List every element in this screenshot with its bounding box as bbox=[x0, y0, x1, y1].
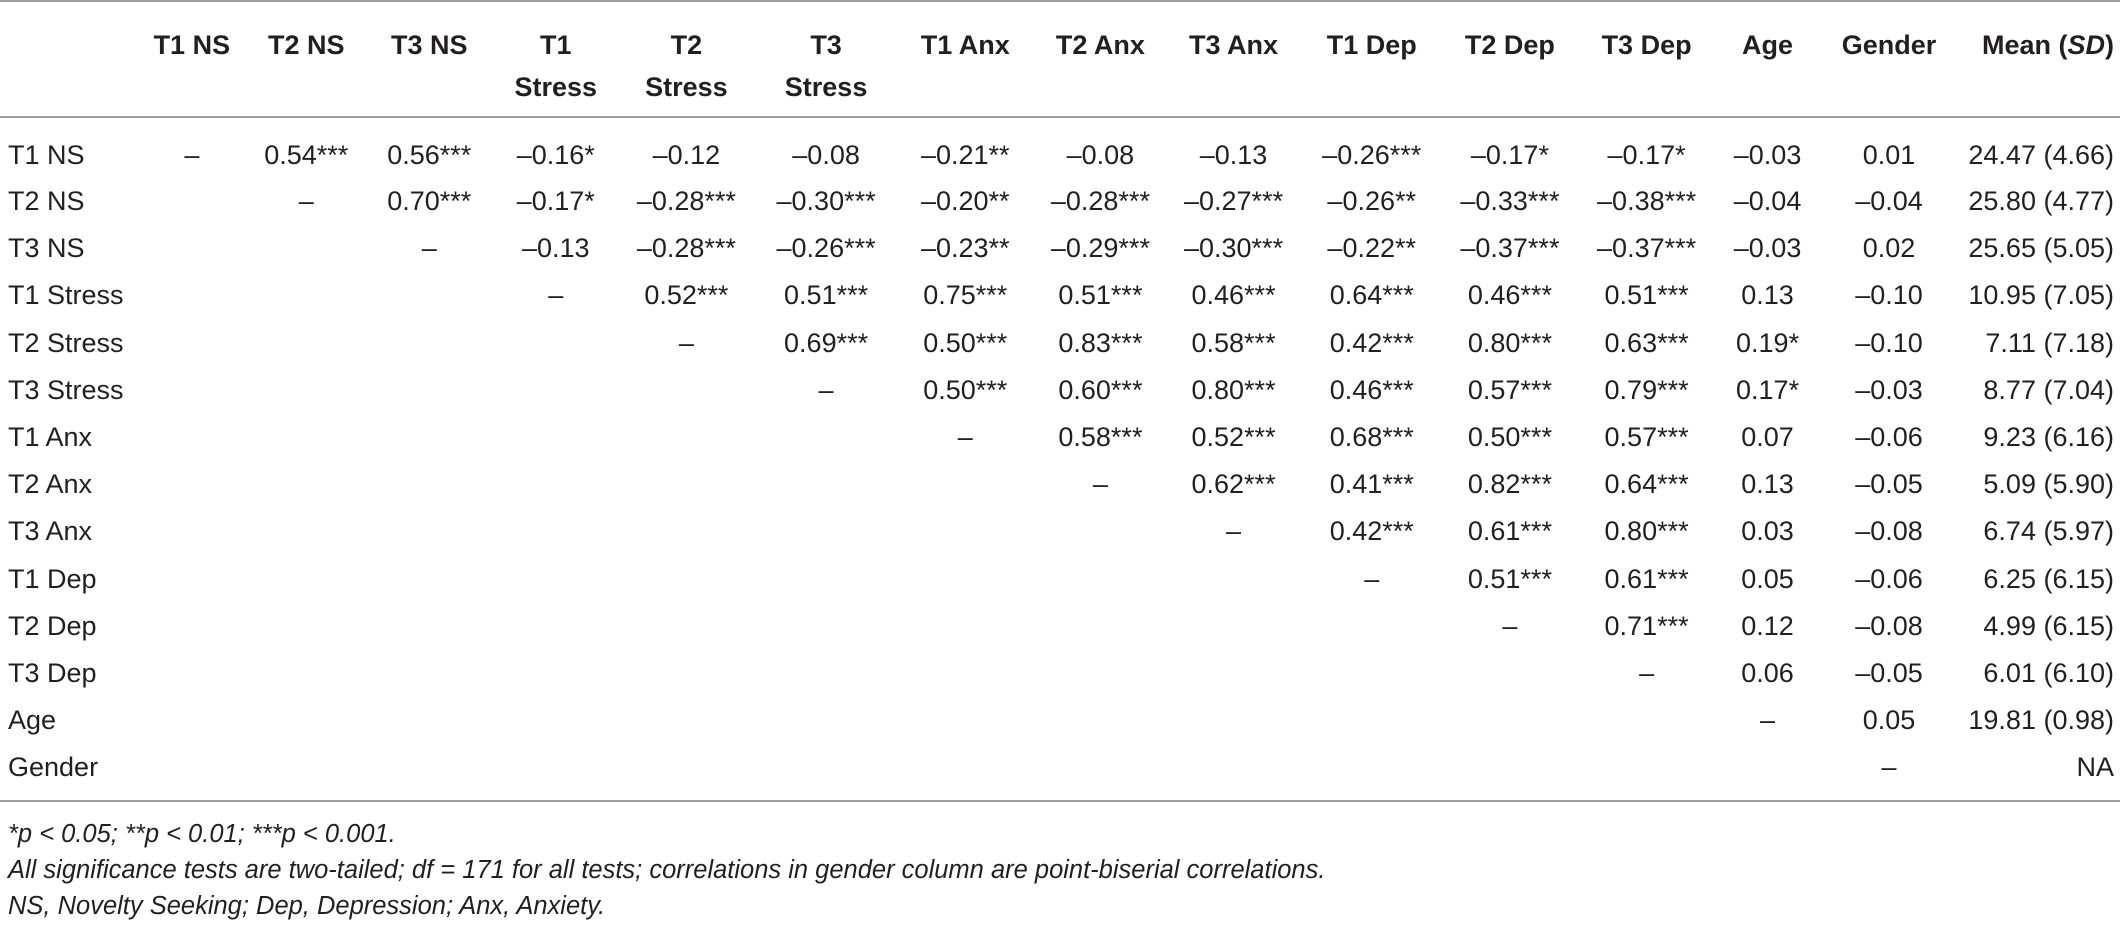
table-cell: –0.27*** bbox=[1183, 186, 1284, 217]
table-cell: 0.56*** bbox=[387, 139, 472, 170]
table-cell bbox=[1035, 650, 1167, 697]
table-cell bbox=[363, 744, 495, 801]
table-cell bbox=[495, 744, 616, 801]
table-cell: – bbox=[1502, 610, 1518, 641]
row-label: T1 Stress bbox=[8, 280, 124, 311]
table-cell bbox=[756, 508, 896, 555]
table-cell bbox=[495, 461, 616, 508]
row-label: T3 Stress bbox=[8, 374, 124, 405]
table-cell: 0.01 bbox=[1862, 139, 1916, 170]
table-row bbox=[0, 461, 2120, 508]
table-cell: 0.46*** bbox=[1467, 280, 1552, 311]
table-cell bbox=[1035, 508, 1167, 555]
table-cell: 0.03 bbox=[1741, 516, 1794, 547]
table-cell bbox=[1166, 603, 1301, 650]
table-cell: 0.75*** bbox=[923, 280, 1008, 311]
table-cell: –0.10 bbox=[1855, 327, 1923, 358]
table-cell: – bbox=[957, 422, 973, 453]
table-cell bbox=[617, 744, 757, 801]
header-mean-close: ) bbox=[2105, 30, 2114, 60]
table-cell bbox=[617, 556, 757, 603]
table-cell bbox=[1443, 650, 1578, 697]
table-cell: 0.42*** bbox=[1329, 516, 1414, 547]
table-cell bbox=[896, 508, 1035, 555]
significance-note: *p < 0.05; **p < 0.01; ***p < 0.001. bbox=[8, 820, 396, 849]
header-age: Age bbox=[1742, 30, 1794, 60]
table-cell: –0.05 bbox=[1855, 469, 1923, 500]
table-cell: 0.61*** bbox=[1604, 563, 1689, 594]
table-cell: –0.21** bbox=[920, 139, 1010, 170]
table-cell bbox=[1443, 744, 1578, 801]
table-cell bbox=[249, 697, 363, 744]
table-cell: –0.08 bbox=[792, 139, 860, 170]
table-cell bbox=[135, 414, 249, 461]
header-mean-sd bbox=[1959, 1, 2120, 117]
table-cell bbox=[363, 320, 495, 367]
table-cell: –0.17* bbox=[1470, 139, 1549, 170]
mean-sd-cell: 25.65 (5.05) bbox=[1968, 233, 2114, 264]
header-t3-stress-line2: Stress bbox=[784, 72, 868, 102]
table-cell bbox=[896, 461, 1035, 508]
table-cell: – bbox=[678, 327, 694, 358]
header-t3-dep: T3 Dep bbox=[1601, 30, 1692, 60]
table-cell bbox=[249, 508, 363, 555]
table-cell bbox=[249, 414, 363, 461]
table-cell bbox=[756, 603, 896, 650]
table-cell: –0.13 bbox=[1199, 139, 1268, 170]
table-cell: –0.38*** bbox=[1597, 186, 1697, 217]
table-cell: – bbox=[1226, 516, 1242, 547]
table-cell bbox=[135, 556, 249, 603]
header-row bbox=[0, 1, 2120, 117]
table-cell: 0.57*** bbox=[1467, 374, 1552, 405]
table-cell bbox=[617, 697, 757, 744]
table-cell bbox=[896, 650, 1035, 697]
table-cell bbox=[249, 367, 363, 414]
row-label: T2 Stress bbox=[8, 327, 124, 358]
table-cell bbox=[1301, 603, 1443, 650]
table-cell: –0.08 bbox=[1066, 139, 1135, 170]
header-gender: Gender bbox=[1841, 30, 1937, 60]
row-label: T1 Anx bbox=[8, 422, 93, 453]
table-cell: – bbox=[421, 233, 437, 264]
table-cell bbox=[135, 178, 249, 225]
mean-sd-cell: 6.25 (6.15) bbox=[1983, 563, 2114, 594]
table-cell: 0.68*** bbox=[1329, 422, 1414, 453]
table-cell: –0.26*** bbox=[1322, 139, 1422, 170]
table-cell bbox=[1035, 744, 1167, 801]
table-cell bbox=[135, 697, 249, 744]
table-cell bbox=[617, 603, 757, 650]
mean-sd-cell: NA bbox=[2076, 751, 2114, 782]
table-cell bbox=[1301, 697, 1443, 744]
mean-sd-cell: 5.09 (5.90) bbox=[1983, 469, 2114, 500]
table-cell: 0.13 bbox=[1741, 469, 1794, 500]
table-cell bbox=[135, 225, 249, 272]
table-cell: 0.80*** bbox=[1604, 516, 1689, 547]
table-cell bbox=[1035, 556, 1167, 603]
table-cell bbox=[756, 461, 896, 508]
mean-sd-cell: 10.95 (7.05) bbox=[1968, 280, 2114, 311]
table-cell: –0.22** bbox=[1327, 233, 1417, 264]
row-label: T3 NS bbox=[8, 233, 85, 264]
table-cell: 0.54*** bbox=[264, 139, 349, 170]
table-cell: – bbox=[1364, 563, 1380, 594]
table-cell: –0.06 bbox=[1855, 563, 1923, 594]
table-cell: 0.62*** bbox=[1191, 469, 1276, 500]
table-cell: 0.13 bbox=[1741, 280, 1794, 311]
header-t2-anx: T2 Anx bbox=[1055, 30, 1145, 60]
header-t3-ns: T3 NS bbox=[390, 30, 468, 60]
table-cell bbox=[363, 697, 495, 744]
row-label: Age bbox=[8, 705, 57, 736]
table-cell: 0.41*** bbox=[1329, 469, 1414, 500]
table-cell bbox=[249, 272, 363, 319]
table-cell: –0.08 bbox=[1855, 516, 1923, 547]
table-cell bbox=[249, 461, 363, 508]
table-cell: 0.02 bbox=[1862, 233, 1916, 264]
table-header bbox=[0, 1, 2120, 117]
table-cell bbox=[495, 556, 616, 603]
mean-sd-cell: 19.81 (0.98) bbox=[1968, 705, 2114, 736]
table-cell bbox=[756, 556, 896, 603]
abbreviations-note: NS, Novelty Seeking; Dep, Depression; Anx, Anxiety. bbox=[8, 892, 606, 921]
table-row bbox=[0, 178, 2120, 225]
table-cell bbox=[617, 367, 757, 414]
header-t3-stress bbox=[756, 1, 896, 117]
header-t1-stress bbox=[495, 1, 616, 117]
table-cell bbox=[249, 650, 363, 697]
table-cell: –0.26** bbox=[1327, 186, 1417, 217]
table-cell: 0.46*** bbox=[1329, 374, 1414, 405]
table-cell: 0.82*** bbox=[1467, 469, 1552, 500]
table-cell: –0.10 bbox=[1855, 280, 1923, 311]
table-cell: – bbox=[548, 280, 564, 311]
row-label: T1 Dep bbox=[8, 563, 97, 594]
mean-sd-cell: 25.80 (4.77) bbox=[1968, 186, 2114, 217]
mean-sd-cell: 4.99 (6.15) bbox=[1983, 610, 2114, 641]
header-t1-anx: T1 Anx bbox=[920, 30, 1010, 60]
table-cell bbox=[495, 320, 616, 367]
table-cell: –0.23** bbox=[920, 233, 1010, 264]
table-cell: 0.69*** bbox=[784, 327, 869, 358]
table-cell: 0.64*** bbox=[1329, 280, 1414, 311]
table-cell: – bbox=[1760, 705, 1776, 736]
table-cell: –0.37*** bbox=[1597, 233, 1697, 264]
mean-sd-cell: 6.74 (5.97) bbox=[1983, 516, 2114, 547]
table-cell bbox=[896, 556, 1035, 603]
table-cell bbox=[363, 272, 495, 319]
table-cell: –0.04 bbox=[1855, 186, 1923, 217]
table-cell: 0.52*** bbox=[1191, 422, 1276, 453]
table-cell: 0.60*** bbox=[1058, 374, 1143, 405]
table-cell bbox=[135, 367, 249, 414]
table-cell: 0.58*** bbox=[1058, 422, 1143, 453]
mean-sd-cell: 9.23 (6.16) bbox=[1983, 422, 2114, 453]
table-cell: 0.19* bbox=[1736, 327, 1800, 358]
table-cell: –0.08 bbox=[1855, 610, 1923, 641]
header-t1-stress-line1: T1 bbox=[540, 30, 572, 60]
table-cell bbox=[896, 697, 1035, 744]
table-cell: –0.20** bbox=[920, 186, 1010, 217]
table-cell: 0.83*** bbox=[1058, 327, 1143, 358]
table-cell: 0.51*** bbox=[1604, 280, 1689, 311]
table-cell bbox=[363, 414, 495, 461]
table-cell bbox=[1166, 697, 1301, 744]
table-cell bbox=[1716, 744, 1819, 801]
table-cell: –0.30*** bbox=[776, 186, 876, 217]
header-t1-ns: T1 NS bbox=[153, 30, 231, 60]
table-row bbox=[0, 320, 2120, 367]
tests-note: All significance tests are two-tailed; df = 171 for all tests; correlations in gender column are point-biserial correlations. bbox=[8, 856, 1326, 885]
table-cell bbox=[1035, 603, 1167, 650]
table-cell: 0.05 bbox=[1862, 705, 1916, 736]
table-cell: 0.46*** bbox=[1191, 280, 1276, 311]
table-cell: 0.70*** bbox=[387, 186, 472, 217]
table-cell bbox=[135, 320, 249, 367]
table-cell bbox=[495, 508, 616, 555]
row-label: T3 Dep bbox=[8, 657, 97, 688]
table-cell bbox=[896, 744, 1035, 801]
header-t2-stress-line2: Stress bbox=[645, 72, 728, 102]
table-cell: –0.29*** bbox=[1050, 233, 1150, 264]
table-cell: –0.33*** bbox=[1460, 186, 1560, 217]
mean-sd-cell: 24.47 (4.66) bbox=[1968, 139, 2114, 170]
header-t3-anx: T3 Anx bbox=[1189, 30, 1279, 60]
table-row bbox=[0, 414, 2120, 461]
table-cell bbox=[363, 367, 495, 414]
table-cell: – bbox=[818, 374, 834, 405]
table-cell: –0.17* bbox=[516, 186, 595, 217]
mean-sd-cell: 6.01 (6.10) bbox=[1983, 657, 2114, 688]
row-label: T1 NS bbox=[8, 139, 85, 170]
table-cell: 0.57*** bbox=[1604, 422, 1689, 453]
table-notes bbox=[0, 802, 2120, 924]
table-cell: –0.03 bbox=[1733, 139, 1802, 170]
table-row bbox=[0, 556, 2120, 603]
table-cell bbox=[135, 461, 249, 508]
table-cell bbox=[617, 461, 757, 508]
table-row bbox=[0, 508, 2120, 555]
table-cell: –0.28*** bbox=[636, 186, 736, 217]
mean-sd-cell: 7.11 (7.18) bbox=[1985, 327, 2114, 358]
table-cell bbox=[617, 414, 757, 461]
table-cell: – bbox=[1881, 751, 1897, 782]
table-cell bbox=[363, 603, 495, 650]
table-cell: – bbox=[1092, 469, 1108, 500]
table-cell: – bbox=[184, 139, 200, 170]
table-cell: –0.30*** bbox=[1183, 233, 1284, 264]
table-cell: 0.80*** bbox=[1467, 327, 1552, 358]
header-t3-stress-line1: T3 bbox=[810, 30, 842, 60]
table-cell: 0.07 bbox=[1741, 422, 1794, 453]
table-row bbox=[0, 650, 2120, 697]
table-cell: –0.04 bbox=[1733, 186, 1802, 217]
table-cell: 0.12 bbox=[1741, 610, 1794, 641]
table-cell: –0.16* bbox=[516, 139, 595, 170]
table-cell bbox=[1035, 697, 1167, 744]
table-cell bbox=[1301, 650, 1443, 697]
table-cell: –0.28*** bbox=[636, 233, 736, 264]
header-t2-dep: T2 Dep bbox=[1464, 30, 1555, 60]
table-cell bbox=[495, 603, 616, 650]
table-cell bbox=[495, 697, 616, 744]
table-cell: – bbox=[298, 186, 314, 217]
table-cell bbox=[1166, 744, 1301, 801]
table-cell bbox=[249, 320, 363, 367]
table-cell bbox=[249, 603, 363, 650]
table-cell bbox=[617, 508, 757, 555]
header-mean-label: Mean ( bbox=[1981, 30, 2068, 60]
table-body bbox=[0, 117, 2120, 801]
row-label: Gender bbox=[8, 751, 99, 782]
table-cell: –0.17* bbox=[1607, 139, 1686, 170]
table-cell bbox=[135, 603, 249, 650]
table-cell bbox=[135, 650, 249, 697]
table-cell: 0.17* bbox=[1736, 374, 1800, 405]
table-cell bbox=[1301, 744, 1443, 801]
table-cell bbox=[495, 367, 616, 414]
table-cell bbox=[135, 272, 249, 319]
table-cell bbox=[756, 697, 896, 744]
table-cell bbox=[249, 744, 363, 801]
header-t2-ns: T2 NS bbox=[267, 30, 345, 60]
table-cell: –0.05 bbox=[1855, 657, 1923, 688]
table-cell: 0.79*** bbox=[1604, 374, 1689, 405]
table-cell bbox=[135, 744, 249, 801]
header-t2-stress-line1: T2 bbox=[670, 30, 703, 60]
table-row bbox=[0, 225, 2120, 272]
table-cell: 0.58*** bbox=[1191, 327, 1276, 358]
table-cell bbox=[756, 744, 896, 801]
table-cell bbox=[495, 650, 616, 697]
table-cell bbox=[617, 650, 757, 697]
table-cell: –0.13 bbox=[521, 233, 590, 264]
table-cell bbox=[1577, 697, 1716, 744]
table-row bbox=[0, 603, 2120, 650]
table-cell bbox=[363, 461, 495, 508]
table-cell bbox=[1577, 744, 1716, 801]
row-label: T2 Dep bbox=[8, 610, 97, 641]
table-cell: – bbox=[1639, 657, 1655, 688]
table-row bbox=[0, 744, 2120, 801]
table-cell: 0.51*** bbox=[1467, 563, 1552, 594]
table-cell bbox=[363, 650, 495, 697]
table-cell bbox=[363, 508, 495, 555]
table-cell bbox=[756, 650, 896, 697]
table-cell: 0.61*** bbox=[1467, 516, 1552, 547]
table-cell: 0.05 bbox=[1741, 563, 1794, 594]
row-label: T3 Anx bbox=[8, 516, 93, 547]
table-cell: –0.06 bbox=[1855, 422, 1923, 453]
table-cell bbox=[249, 556, 363, 603]
table-row bbox=[0, 272, 2120, 319]
table-cell: 0.63*** bbox=[1604, 327, 1689, 358]
table-cell bbox=[249, 225, 363, 272]
table-cell bbox=[495, 414, 616, 461]
table-cell: 0.64*** bbox=[1604, 469, 1689, 500]
table-row bbox=[0, 117, 2120, 178]
table-cell: 0.50*** bbox=[923, 374, 1008, 405]
table-row bbox=[0, 697, 2120, 744]
row-label: T2 NS bbox=[8, 186, 85, 217]
table-cell: –0.03 bbox=[1733, 233, 1802, 264]
table-cell bbox=[363, 556, 495, 603]
row-label: T2 Anx bbox=[8, 469, 93, 500]
header-sd-label: SD bbox=[2067, 30, 2105, 60]
table-cell bbox=[1443, 697, 1578, 744]
table-cell: 0.50*** bbox=[923, 327, 1008, 358]
table-cell bbox=[1166, 650, 1301, 697]
mean-sd-cell: 8.77 (7.04) bbox=[1983, 374, 2114, 405]
table-cell: 0.50*** bbox=[1467, 422, 1552, 453]
header-corner bbox=[0, 1, 135, 117]
table-cell: 0.52*** bbox=[644, 280, 729, 311]
table-cell: –0.12 bbox=[652, 139, 721, 170]
table-cell: 0.42*** bbox=[1329, 327, 1414, 358]
table-cell: –0.03 bbox=[1855, 374, 1923, 405]
table-cell: –0.28*** bbox=[1050, 186, 1150, 217]
header-t1-dep: T1 Dep bbox=[1326, 30, 1417, 60]
header-t2-stress bbox=[617, 1, 757, 117]
table-cell bbox=[135, 508, 249, 555]
table-cell bbox=[1166, 556, 1301, 603]
table-row bbox=[0, 367, 2120, 414]
table-cell: 0.51*** bbox=[1058, 280, 1143, 311]
table-cell: 0.51*** bbox=[784, 280, 869, 311]
table-cell bbox=[896, 603, 1035, 650]
table-cell: –0.26*** bbox=[776, 233, 876, 264]
table-cell bbox=[756, 414, 896, 461]
table-cell: –0.37*** bbox=[1460, 233, 1560, 264]
table-cell: 0.80*** bbox=[1191, 374, 1276, 405]
table-cell: 0.06 bbox=[1741, 657, 1794, 688]
header-t1-stress-line2: Stress bbox=[514, 72, 598, 102]
table-cell: 0.71*** bbox=[1604, 610, 1689, 641]
